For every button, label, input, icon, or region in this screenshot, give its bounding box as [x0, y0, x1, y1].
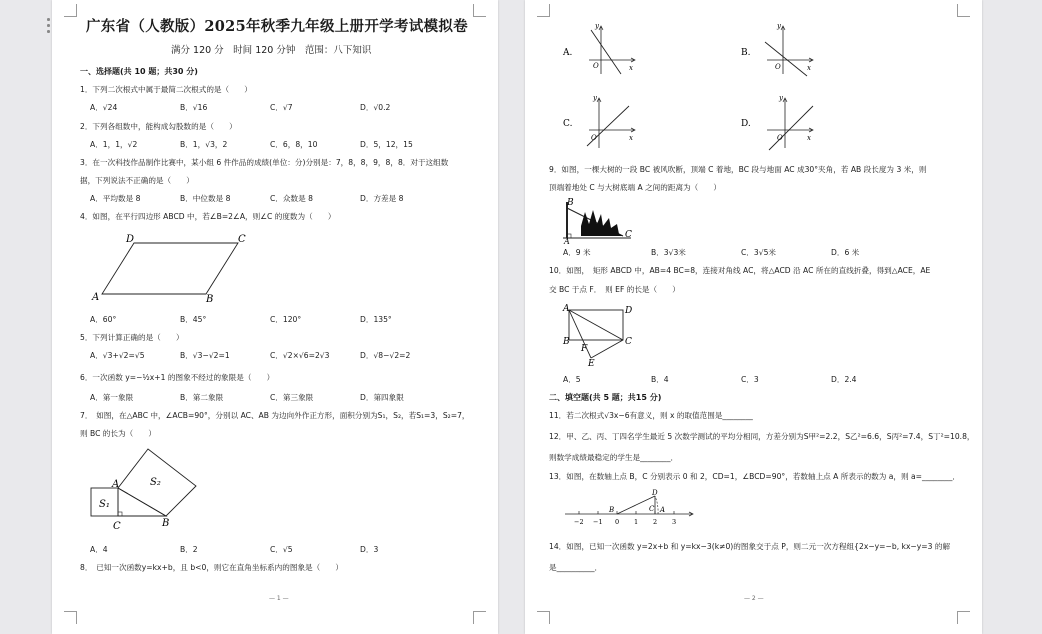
option-a: A．9 米 [563, 248, 591, 257]
option-c: C．3 [741, 375, 759, 384]
svg-text:x: x [807, 134, 811, 142]
svg-text:S₁: S₁ [99, 499, 110, 510]
option-b: B．45° [180, 315, 207, 324]
graph-option-b [737, 18, 827, 78]
svg-text:F: F [581, 344, 588, 354]
svg-text:D: D [625, 306, 633, 316]
svg-text:A.: A. [563, 48, 573, 58]
question-3-cont: 据，下列说法不正确的是（ ） [80, 176, 194, 185]
broken-tree-figure [561, 196, 639, 244]
parallelogram-figure [88, 230, 258, 306]
option-c: C．√2×√6=2√3 [270, 351, 330, 360]
svg-text:D: D [652, 489, 658, 497]
crop-mark [64, 611, 77, 624]
svg-text:D: D [126, 234, 135, 245]
question-1: 1．下列二次根式中属于最简二次根式的是（ ） [80, 85, 252, 94]
svg-text:B: B [567, 198, 574, 208]
exam-title: 广东省（人教版）2025年秋季九年级上册开学考试模拟卷 [86, 18, 468, 35]
svg-text:B: B [206, 294, 214, 305]
option-b: B．√3−√2=1 [180, 351, 230, 360]
question-2: 2．下列各组数中，能构成勾股数的是（ ） [80, 122, 237, 131]
svg-text:A: A [92, 292, 100, 303]
option-a: A．√3+√2=√5 [90, 351, 145, 360]
option-c: C．第三象限 [270, 393, 314, 402]
crop-mark [957, 4, 970, 17]
graph-option-a [559, 18, 649, 78]
svg-text:C: C [113, 521, 121, 532]
graph-option-d [737, 92, 827, 152]
svg-text:O: O [593, 62, 599, 70]
option-a: A．60° [90, 315, 117, 324]
option-a: A．平均数是 8 [90, 194, 141, 203]
svg-text:E: E [588, 359, 595, 368]
option-c: C．120° [270, 315, 302, 324]
option-c: C．3√5米 [741, 248, 776, 257]
svg-text:y: y [777, 22, 781, 30]
option-b: B．1，√3，2 [180, 140, 228, 149]
option-b: B．√16 [180, 103, 208, 112]
option-c: C．√7 [270, 103, 293, 112]
option-c: C．6，8，10 [270, 140, 318, 149]
crop-mark [473, 4, 486, 17]
option-a: A．1，1，√2 [90, 140, 138, 149]
svg-text:B: B [563, 337, 570, 347]
svg-text:−2: −2 [574, 518, 584, 526]
svg-text:S₂: S₂ [150, 477, 161, 488]
svg-text:y: y [595, 22, 599, 30]
option-c: C．众数是 8 [270, 194, 313, 203]
option-b: B．4 [651, 375, 669, 384]
option-a: A．5 [563, 375, 581, 384]
svg-text:B.: B. [741, 48, 751, 58]
question-6: 6．一次函数 y=−½x+1 的图象不经过的象限是（ ） [80, 373, 275, 382]
question-14: 14．如图，已知一次函数 y=2x+b 和 y=kx−3(k≠0)的图象交于点 P，则二元一次方程组{2x−y=−b, kx−y=3 的解 [549, 542, 951, 551]
svg-text:B: B [162, 518, 170, 529]
question-9-cont: 顶端着地处 C 与大树底端 A 之间的距离为（ ） [549, 183, 722, 192]
option-d: D．第四象限 [360, 393, 404, 402]
option-d: D．√0.2 [360, 103, 391, 112]
question-8: 8． 已知一次函数y=kx+b，且 b<0，则它在直角坐标系内的图象是（ ） [80, 563, 344, 572]
option-b: B．2 [180, 545, 198, 554]
crop-mark [64, 4, 77, 17]
document-page-1 [52, 0, 498, 634]
section-heading: 二、填空题(共 5 题；共15 分) [549, 393, 662, 402]
option-d: D．3 [360, 545, 379, 554]
page-number: — 2 — [744, 595, 764, 602]
question-12: 12．甲、乙、丙、丁四名学生最近 5 次数学测试的平均分相同，方差分别为S甲²=2.2，S乙²=6.6，S丙²=7.4，S丁²=10.8， [549, 432, 975, 441]
question-10-cont: 交 BC 于点 F． 则 EF 的长是（ ） [549, 285, 680, 294]
svg-text:1: 1 [634, 518, 639, 526]
svg-text:C: C [625, 230, 632, 240]
option-d: D．方差是 8 [360, 194, 404, 203]
page-number: — 1 — [269, 595, 289, 602]
svg-text:O: O [591, 134, 597, 142]
question-7-cont: 则 BC 的长为（ ） [80, 429, 156, 438]
crop-mark [473, 611, 486, 624]
graph-option-c [559, 92, 649, 152]
svg-text:D.: D. [741, 119, 751, 129]
exam-subtitle: 满分 120 分 时间 120 分钟 范围：八下知识 [171, 45, 372, 56]
svg-text:−1: −1 [593, 518, 603, 526]
squares-triangle-figure [86, 446, 216, 534]
svg-text:A: A [563, 304, 570, 314]
option-b: B．中位数是 8 [180, 194, 231, 203]
svg-text:C.: C. [563, 119, 573, 129]
question-13: 13．如图，在数轴上点 B，C 分别表示 0 和 2，CD=1，∠BCD=90°，若数轴上点 A 所表示的数为 a，则 a=________． [549, 472, 960, 481]
option-b: B．3√3米 [651, 248, 686, 257]
crop-mark [957, 611, 970, 624]
crop-mark [537, 611, 550, 624]
folded-rectangle-figure [561, 302, 641, 368]
option-c: C．√5 [270, 545, 293, 554]
question-7: 7． 如图，在△ABC 中，∠ACB=90°，分别以 AC、AB 为边向外作正方形，面积分别为S₁，S₂，若S₁=3，S₂=7， [80, 411, 470, 420]
svg-text:B: B [609, 506, 615, 514]
svg-text:C: C [649, 505, 655, 513]
question-9: 9．如图，一棵大树的一段 BC 被风吹断，顶端 C 着地，BC 段与地面 AC 成30°夹角，若 AB 段长度为 3 米，则 [549, 165, 927, 174]
crop-mark [537, 4, 550, 17]
option-d: D．135° [360, 315, 392, 324]
question-4: 4．如图，在平行四边形 ABCD 中，若∠B=2∠A，则∠C 的度数为（ ） [80, 212, 336, 221]
option-a: A．4 [90, 545, 108, 554]
section-heading: 一、选择题(共 10 题；共30 分) [80, 67, 198, 76]
svg-text:x: x [629, 134, 633, 142]
question-3: 3．在一次科技作品制作比赛中，某小组 6 件作品的成绩(单位：分)分别是：7，8，8，9，8，8．对于这组数 [80, 158, 449, 167]
document-page-2 [525, 0, 982, 634]
svg-text:0: 0 [615, 518, 620, 526]
svg-text:O: O [777, 134, 783, 142]
svg-text:x: x [807, 64, 811, 72]
question-5: 5．下列计算正确的是（ ） [80, 333, 184, 342]
option-a: A．√24 [90, 103, 118, 112]
svg-text:A: A [660, 506, 666, 514]
svg-text:O: O [775, 63, 781, 71]
svg-text:x: x [629, 64, 633, 72]
svg-text:y: y [779, 94, 783, 102]
svg-text:C: C [625, 337, 632, 347]
question-10: 10．如图， 矩形 ABCD 中，AB=4 BC=8，连接对角线 AC，将△ACD 沿 AC 所在的直线折叠，得到△ACE，AE [549, 266, 931, 275]
option-d: D．2.4 [831, 375, 857, 384]
option-d: D．5，12，15 [360, 140, 413, 149]
question-11: 11．若二次根式√3x−6有意义，则 x 的取值范围是________ [549, 411, 753, 420]
svg-text:3: 3 [672, 518, 677, 526]
option-b: B．第二象限 [180, 393, 224, 402]
question-14-cont: 是__________． [549, 563, 603, 572]
svg-text:A: A [564, 237, 570, 244]
svg-text:2: 2 [653, 518, 658, 526]
svg-text:y: y [593, 94, 597, 102]
option-a: A．第一象限 [90, 393, 134, 402]
question-12-cont: 则数学成绩最稳定的学生是________． [549, 453, 679, 462]
svg-text:A: A [112, 479, 120, 490]
number-line-figure [561, 486, 701, 530]
svg-text:C: C [238, 234, 246, 245]
option-d: D．√8−√2=2 [360, 351, 411, 360]
option-d: D．6 米 [831, 248, 860, 257]
